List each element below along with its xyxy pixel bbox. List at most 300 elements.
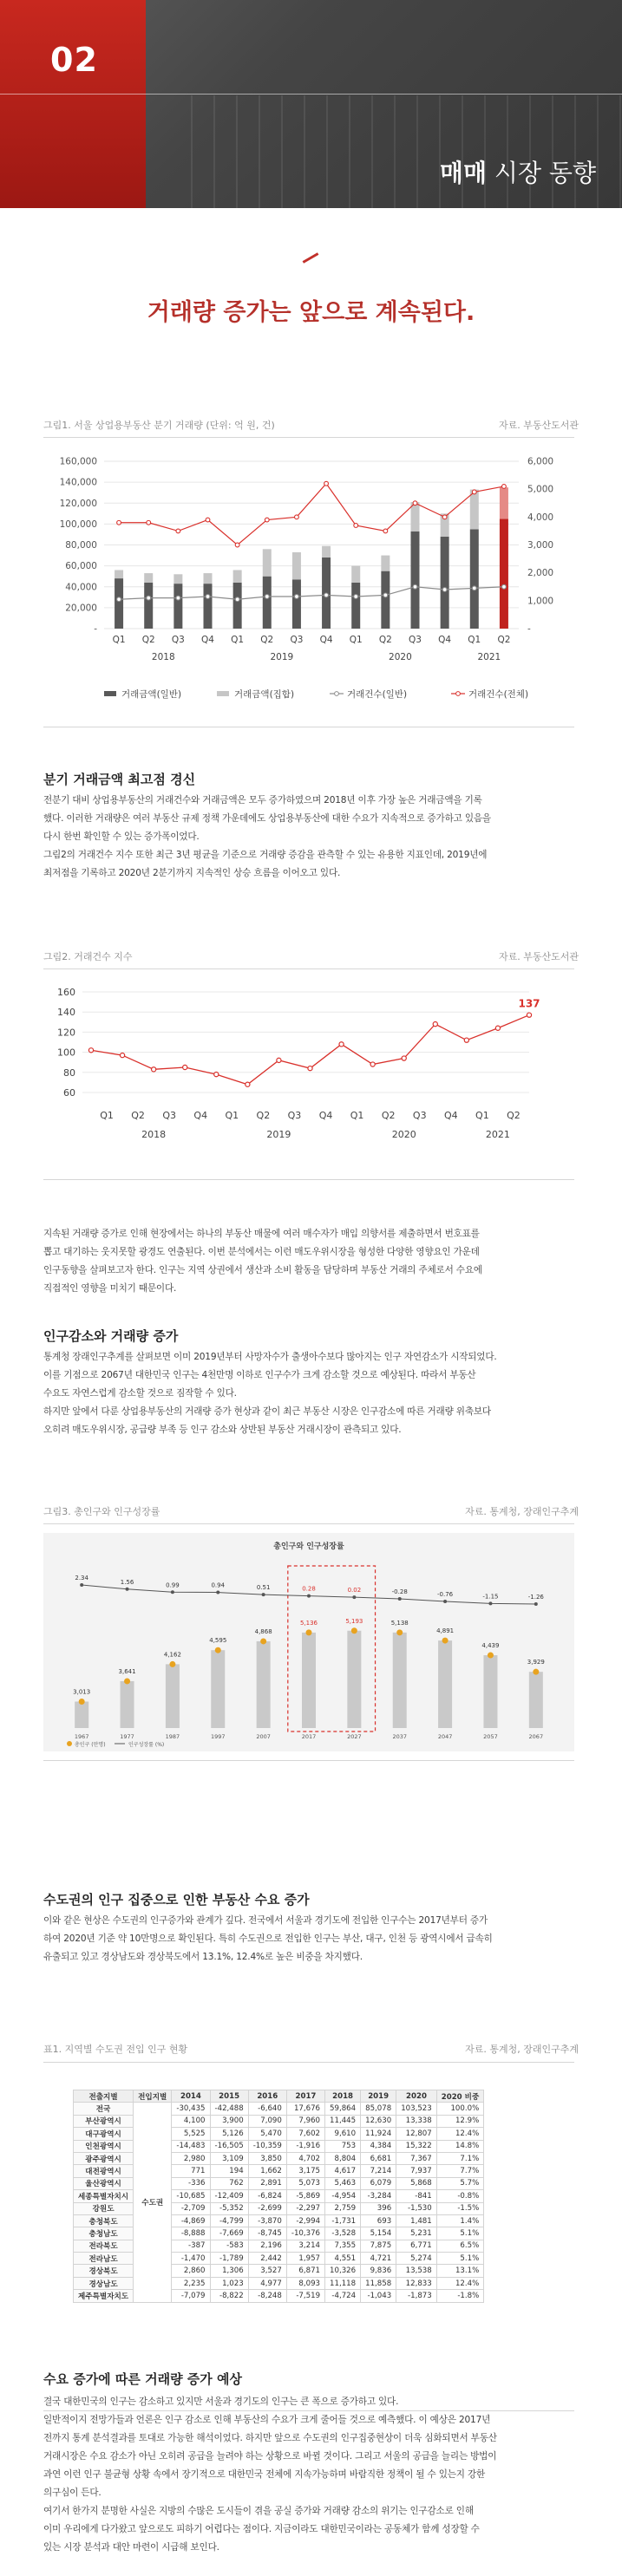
sec3-line: 오히려 매도우위시장, 공급량 부족 등 인구 감소와 상반된 부동산 거래시장이 관측되고 있다.: [43, 1425, 402, 1435]
table-value-cell: 3,175: [286, 2165, 324, 2177]
fig1-x-tick: Q2: [260, 635, 274, 645]
fig3-bar-label: 5,193: [345, 1617, 363, 1625]
fig3-bar-label: 3,641: [118, 1667, 136, 1675]
fig1-bar-general: [174, 584, 182, 629]
fig3-x-tick: 2007: [256, 1733, 271, 1740]
fig1-y-right-tick: 5,000: [527, 484, 554, 495]
table-value-cell: 4,721: [361, 2253, 396, 2265]
fig3-growth-label: 0.51: [256, 1584, 271, 1592]
table-value-cell: -583: [210, 2240, 248, 2252]
fig3-growth-label: 0.94: [211, 1581, 226, 1589]
table-value-cell: -3,284: [361, 2190, 396, 2202]
table-region-cell: 부산광역시: [74, 2115, 134, 2127]
table-value-cell: -2,297: [286, 2202, 324, 2214]
fig3-bar-cap: [260, 1638, 266, 1644]
fig1-year-label: 2021: [477, 652, 501, 662]
table-value-cell: 5,525: [172, 2128, 210, 2140]
fig1-chart: [43, 442, 574, 718]
fig3-bar: [211, 1650, 225, 1728]
table-value-cell: 2,860: [172, 2265, 210, 2277]
fig3-caption: 그림3. 총인구와 인구성장률: [43, 1506, 160, 1517]
fig1-y-left-tick: 60,000: [65, 561, 97, 572]
fig2-y-tick: 80: [63, 1066, 75, 1079]
fig2-y-tick: 160: [57, 987, 75, 998]
table-value-cell: -30,435: [172, 2103, 210, 2115]
fig1-point-total: [176, 529, 180, 533]
table-value-cell: -841: [396, 2190, 437, 2202]
table-value-cell: 14.8%: [436, 2140, 484, 2152]
sec1-line: 전분기 대비 상업용부동산의 거래건수와 거래금액은 모두 증가하였으며 2018년 이후 가장 높은 거래금액을 기록: [43, 795, 482, 805]
sec3-line: 이를 기점으로 2067년 대한민국 인구는 4천만명 이하로 인구수가 크게 감소할 것으로 예상된다. 따라서 부동산: [43, 1370, 476, 1380]
fig3-bar-cap: [169, 1661, 175, 1667]
table-header-cell: 2017: [286, 2090, 324, 2103]
fig1-point-general: [472, 586, 476, 590]
fig3-bar-cap: [533, 1669, 539, 1675]
fig2-point: [308, 1066, 312, 1071]
fig2-point: [214, 1073, 219, 1077]
fig1-bar-collective: [500, 487, 508, 518]
fig3-bar: [257, 1641, 271, 1728]
fig1-point-general: [295, 595, 299, 599]
fig3-growth-point: [534, 1602, 538, 1606]
fig3-growth-label: -1.26: [527, 1594, 544, 1601]
table-row: [74, 2103, 484, 2115]
table-value-cell: 11,445: [325, 2115, 361, 2127]
fig1-year-label: 2019: [270, 652, 294, 662]
tbl1-top-rule: [43, 2062, 574, 2063]
fig1-bar-general: [233, 583, 242, 629]
sec5-line: 의구심이 든다.: [43, 2488, 101, 2498]
fig1-point-total: [383, 529, 388, 533]
fig3-bar-label: 3,929: [527, 1659, 545, 1666]
table-value-cell: 7,090: [248, 2115, 286, 2127]
fig1-x-tick: Q4: [438, 635, 452, 645]
table-value-cell: 7,355: [325, 2240, 361, 2252]
table-value-cell: -7,669: [210, 2227, 248, 2240]
fig2-point: [183, 1065, 187, 1069]
fig1-y-left-tick: 100,000: [59, 518, 97, 530]
fig2-x-tick: Q2: [507, 1110, 521, 1121]
fig2-point: [433, 1022, 437, 1027]
table-value-cell: 5,274: [396, 2253, 437, 2265]
fig3-growth-label: 0.28: [302, 1585, 316, 1593]
fig3-growth-point: [262, 1593, 265, 1596]
table-value-cell: -10,359: [248, 2140, 286, 2152]
fig3-bar-cap: [396, 1629, 403, 1635]
fig1-legend-label: 거래금액(집합): [234, 689, 295, 700]
fig2-y-tick: 100: [57, 1047, 75, 1059]
fig3-bar-cap: [351, 1627, 357, 1634]
table-value-cell: -2,699: [248, 2202, 286, 2214]
table-value-cell: 7,367: [396, 2152, 437, 2164]
table-value-cell: 4,100: [172, 2115, 210, 2127]
hero-banner: [0, 0, 622, 208]
fig1-source: 자료. 부동산도서관: [498, 420, 579, 431]
fig3-bar-label: 4,868: [254, 1627, 272, 1635]
fig3-bar-label: 4,439: [481, 1642, 500, 1650]
table-value-cell: -5,352: [210, 2202, 248, 2214]
table-value-cell: -336: [172, 2177, 210, 2189]
fig1-point-general: [383, 593, 388, 597]
table-value-cell: -0.8%: [436, 2190, 484, 2202]
fig2-x-tick: Q4: [443, 1110, 458, 1121]
table-value-cell: -6,640: [248, 2103, 286, 2115]
fig1-legend-swatch: [217, 691, 229, 696]
sec5-paragraph: [43, 2393, 590, 2557]
sec5-line: 결국 대한민국의 인구는 감소하고 있지만 서울과 경기도의 인구는 큰 폭으로 증가하고 있다.: [43, 2397, 399, 2407]
fig2-point: [370, 1062, 375, 1066]
fig1-y-right-tick: 6,000: [527, 456, 554, 467]
table-value-cell: 12.4%: [436, 2128, 484, 2140]
table-value-cell: 5,868: [396, 2177, 437, 2189]
fig1-legend-marker: [456, 692, 461, 696]
table-region-cell: 광주광역시: [74, 2152, 134, 2164]
fig3-growth-label: 0.02: [347, 1587, 362, 1595]
table-value-cell: 11,858: [361, 2277, 396, 2289]
table-value-cell: 17,676: [286, 2103, 324, 2115]
fig1-bar-general: [441, 537, 449, 629]
page-headline: 거래량 증가는 앞으로 계속된다.: [147, 299, 475, 326]
fig3-growth-point: [307, 1595, 311, 1598]
table-value-cell: 11,924: [361, 2128, 396, 2140]
fig3-legend-rate: 인구성장률 (%): [128, 1742, 165, 1748]
hero-texture: [191, 95, 622, 208]
table-value-cell: 5,463: [325, 2177, 361, 2189]
table-value-cell: 2,980: [172, 2152, 210, 2164]
table-header-cell: 2019: [361, 2090, 396, 2103]
sec5-line: 과연 이런 인구 불균형 상황 속에서 장기적으로 대한민국 전체에 지속가능하며 바람직한 정책이 될 수 있는지 강한: [43, 2469, 486, 2480]
table-value-cell: 3,850: [248, 2152, 286, 2164]
fig2-point: [88, 1048, 93, 1053]
fig3-growth-label: -1.15: [482, 1593, 499, 1601]
fig1-y-left-tick: -: [94, 623, 97, 635]
fig2-year-label: 2021: [485, 1129, 510, 1140]
table-value-cell: 4,384: [361, 2140, 396, 2152]
table-value-cell: 2,442: [248, 2253, 286, 2265]
table-value-cell: 4,617: [325, 2165, 361, 2177]
fig1-bar-collective: [381, 556, 390, 571]
fig1-point-general: [235, 597, 239, 602]
fig1-point-total: [502, 485, 507, 489]
fig2-x-tick: Q1: [100, 1110, 114, 1121]
table-value-cell: 10,326: [325, 2265, 361, 2277]
fig2-y-tick: 120: [57, 1027, 75, 1039]
fig1-year-label: 2018: [151, 652, 175, 662]
table-value-cell: -4,869: [172, 2214, 210, 2227]
fig1-y-right-tick: 2,000: [527, 568, 554, 579]
sec3-line: 수요도 자연스럽게 감소할 것으로 짐작할 수 있다.: [43, 1388, 237, 1399]
fig3-x-tick: 2057: [483, 1733, 498, 1740]
fig1-y-left-tick: 80,000: [65, 540, 97, 551]
sec5-line: 있는 시장 분석과 대안 마련이 시급해 보인다.: [43, 2542, 219, 2553]
fig3-growth-point: [171, 1590, 174, 1594]
fig3-growth-label: 1.56: [120, 1578, 134, 1586]
fig1-bar-general: [263, 577, 272, 629]
table-value-cell: 59,864: [325, 2103, 361, 2115]
fig1-legend-label: 거래금액(일반): [121, 689, 182, 700]
fig1-bar-collective: [174, 574, 182, 584]
table-region-cell: 경상북도: [74, 2265, 134, 2277]
sec5-line: 전까지 통계 분석결과를 토대로 가능한 해석이었다. 하지만 앞으로 수도권의 인구집중현상이 더욱 심화되면서 부동산: [43, 2433, 497, 2443]
table-value-cell: -1,789: [210, 2253, 248, 2265]
fig1-point-total: [147, 520, 151, 525]
table-value-cell: -3,528: [325, 2227, 361, 2240]
fig2-x-tick: Q2: [131, 1110, 145, 1121]
table-value-cell: 5.1%: [436, 2227, 484, 2240]
fig1-x-tick: Q1: [112, 635, 126, 645]
table-region-cell: 울산광역시: [74, 2177, 134, 2189]
table-value-cell: -14,483: [172, 2140, 210, 2152]
table-header-cell: 2014: [172, 2090, 210, 2103]
sec3-line: 통계청 장래인구추계를 살펴보면 이미 2019년부터 사망자수가 출생아수보다 많아지는 인구 자연감소가 시작되었다.: [43, 1352, 497, 1362]
fig1-bar-general: [144, 583, 153, 629]
table-value-cell: 4,702: [286, 2152, 324, 2164]
table-value-cell: -4,724: [325, 2290, 361, 2302]
fig2-year-label: 2019: [266, 1129, 291, 1140]
table-value-cell: -8,248: [248, 2290, 286, 2302]
fig3-bar: [75, 1702, 88, 1728]
fig1-x-tick: Q3: [171, 635, 185, 645]
fig1-legend-label: 거래건수(일반): [347, 689, 408, 700]
table-value-cell: 1,957: [286, 2253, 324, 2265]
sec2-line: 인구동향을 살펴보고자 한다. 인구는 지역 상권에서 생산과 소비 활동을 담당하며 부동산 거래의 주체로서 수요에: [43, 1265, 482, 1275]
table-value-cell: 771: [172, 2165, 210, 2177]
table-header-cell: 2016: [248, 2090, 286, 2103]
sec3-title: 인구감소와 거래량 증가: [43, 1328, 179, 1344]
fig3-bar: [529, 1672, 543, 1728]
table-value-cell: 3,527: [248, 2265, 286, 2277]
table-value-cell: 13,538: [396, 2265, 437, 2277]
fig3-x-tick: 2027: [347, 1733, 362, 1740]
table-value-cell: 6.5%: [436, 2240, 484, 2252]
table-value-cell: 693: [361, 2214, 396, 2227]
hero-red-block: [0, 0, 146, 208]
fig3-bar-label: 5,138: [390, 1619, 409, 1627]
table-value-cell: -7,519: [286, 2290, 324, 2302]
fig1-point-total: [206, 518, 210, 522]
fig1-bar-collective: [263, 549, 272, 576]
table-value-cell: 1.4%: [436, 2214, 484, 2227]
fig3-growth-point: [443, 1600, 447, 1603]
table-value-cell: -1,731: [325, 2214, 361, 2227]
fig2-point: [277, 1058, 281, 1062]
table-value-cell: -1,470: [172, 2253, 210, 2265]
table-region-cell: 충청북도: [74, 2214, 134, 2227]
fig3-title: 총인구와 인구성장률: [273, 1542, 344, 1551]
fig1-point-total: [472, 490, 476, 494]
headline-accent: [303, 252, 319, 264]
table-value-cell: 13.1%: [436, 2265, 484, 2277]
fig3-bar-cap: [306, 1629, 312, 1635]
fig1-point-total: [442, 515, 447, 519]
fig1-x-tick: Q1: [468, 635, 481, 645]
table-value-cell: -4,954: [325, 2190, 361, 2202]
sec4-line: 하여 2020년 기준 약 10만명으로 확인된다. 특히 수도권으로 전입한 인구는 부산, 대구, 인천 등 광역시에서 급속히: [43, 1934, 493, 1944]
fig2-point: [464, 1038, 468, 1042]
fig1-point-general: [442, 588, 447, 592]
fig1-bar-collective: [115, 570, 123, 578]
table-value-cell: -1.8%: [436, 2290, 484, 2302]
table-value-cell: 12.9%: [436, 2115, 484, 2127]
fig1-bar-general: [351, 583, 360, 629]
fig2-source: 자료. 부동산도서관: [498, 951, 579, 962]
fig2-point: [527, 1013, 531, 1017]
fig2-bottom-rule: [43, 1179, 574, 1180]
fig3-growth-point: [398, 1597, 402, 1601]
table-value-cell: 753: [325, 2140, 361, 2152]
fig1-y-left-tick: 120,000: [59, 498, 97, 509]
fig2-y-tick: 60: [63, 1087, 75, 1099]
table-value-cell: -8,822: [210, 2290, 248, 2302]
fig3-bar-label: 4,595: [209, 1637, 227, 1645]
fig1-point-general: [206, 595, 210, 599]
fig2-x-tick: Q4: [318, 1110, 333, 1121]
fig2-x-tick: Q1: [225, 1110, 239, 1121]
sec2-line: 뽑고 대기하는 웃지못할 광경도 연출된다. 이번 분석에서는 이런 매도우위시장을 형성한 다양한 영향요인 가운데: [43, 1247, 480, 1257]
fig3-growth-point: [216, 1591, 219, 1595]
fig3-bar-cap: [124, 1678, 130, 1684]
fig1-point-total: [295, 515, 299, 519]
tbl1-caption: 표1. 지역별 수도권 전입 인구 현황: [43, 2044, 188, 2055]
sec3-paragraph: [43, 1348, 581, 1439]
fig1-point-general: [354, 595, 358, 599]
table-value-cell: 2,235: [172, 2277, 210, 2289]
table-value-cell: 1,023: [210, 2277, 248, 2289]
fig3-legend-pop-marker: [67, 1741, 72, 1746]
sec4-line: 유출되고 있고 경상남도와 경상북도에서 13.1%, 12.4%로 높은 비중을 차지했다.: [43, 1952, 363, 1962]
sec1-line: 했다. 이러한 거래량은 여러 부동산 규제 정책 가운데에도 상업용부동산에 대한 수요가 지속적으로 증가하고 있음을: [43, 813, 491, 824]
sec4-title: 수도권의 인구 집중으로 인한 부동산 수요 증가: [43, 1892, 310, 1908]
fig1-x-tick: Q3: [409, 635, 422, 645]
fig2-x-tick: Q3: [162, 1110, 177, 1121]
table-region-cell: 제주특별자치도: [74, 2290, 134, 2302]
table-value-cell: 2,759: [325, 2202, 361, 2214]
fig3-bar: [347, 1631, 361, 1728]
table-value-cell: -387: [172, 2240, 210, 2252]
fig3-source: 자료. 통계청, 장래인구추계: [465, 1506, 579, 1517]
sec4-line: 이와 같은 현상은 수도권의 인구증가와 관계가 깊다. 전국에서 서울과 경기도에 전입한 인구수는 2017년부터 증가: [43, 1915, 488, 1926]
table-value-cell: -10,376: [286, 2227, 324, 2240]
table-value-cell: -6,824: [248, 2190, 286, 2202]
fig3-x-tick: 2047: [437, 1733, 453, 1740]
sec1-line: 그림2의 거래건수 지수 또한 최근 3년 평균을 기준으로 거래량 증감을 관측할 수 있는 유용한 지표인데, 2019년에: [43, 850, 488, 860]
table-value-cell: 5.7%: [436, 2177, 484, 2189]
fig2-point: [152, 1067, 156, 1072]
table-value-cell: 3,214: [286, 2240, 324, 2252]
fig2-year-label: 2018: [141, 1129, 167, 1140]
fig3-growth-label: 2.34: [75, 1575, 88, 1581]
fig1-year-label: 2020: [389, 652, 412, 662]
fig1-point-total: [265, 518, 269, 522]
table-value-cell: 396: [361, 2202, 396, 2214]
fig1-bar-collective: [292, 552, 301, 579]
table-value-cell: 5,073: [286, 2177, 324, 2189]
fig2-x-tick: Q2: [256, 1110, 271, 1121]
fig3-bar-label: 5,136: [299, 1619, 318, 1627]
table-region-cell: 대구광역시: [74, 2128, 134, 2140]
fig2-point: [402, 1056, 406, 1060]
table-value-cell: 5.1%: [436, 2253, 484, 2265]
table-value-cell: -5,869: [286, 2190, 324, 2202]
fig1-bar-general: [115, 578, 123, 629]
fig3-legend-pop: 총인구 (만명): [75, 1742, 106, 1748]
sec2-paragraph: [43, 1225, 581, 1298]
table-value-cell: -42,488: [210, 2103, 248, 2115]
table-value-cell: 9,836: [361, 2265, 396, 2277]
table-header-cell: 2020 비중: [436, 2090, 484, 2103]
fig3-bar-cap: [79, 1699, 85, 1705]
table-value-cell: -1,873: [396, 2290, 437, 2302]
fig3-x-tick: 2037: [392, 1733, 408, 1740]
table-header-cell: 2018: [325, 2090, 361, 2103]
fig1-caption: 그림1. 서울 상업용부동산 분기 거래량 (단위: 억 원, 건): [43, 420, 275, 431]
fig3-growth-label: -0.76: [437, 1590, 454, 1598]
table-value-cell: -4,799: [210, 2214, 248, 2227]
fig3-x-tick: 1997: [210, 1733, 226, 1740]
fig3-growth-point: [80, 1583, 83, 1587]
table-value-cell: 7,214: [361, 2165, 396, 2177]
table-value-cell: 15,322: [396, 2140, 437, 2152]
fig3-bar-cap: [442, 1638, 448, 1644]
table-value-cell: 6,681: [361, 2152, 396, 2164]
table-value-cell: 7.7%: [436, 2165, 484, 2177]
fig1-point-general: [413, 584, 417, 589]
fig1-legend-marker: [335, 692, 339, 696]
table-value-cell: 2,891: [248, 2177, 286, 2189]
fig1-bar-collective: [322, 546, 331, 558]
fig2-top-rule: [43, 968, 574, 969]
sec3-line: 하지만 앞에서 다룬 상업용부동산의 거래량 증가 현상과 같이 최근 부동산 시장은 인구감소에 따른 거래량 위축보다: [43, 1406, 491, 1417]
table-value-cell: -10,685: [172, 2190, 210, 2202]
hero-title-bold: 매매: [439, 159, 487, 187]
table-header-cell: 2020: [396, 2090, 437, 2103]
fig3-bottom-rule: [43, 1760, 574, 1761]
fig1-point-total: [324, 481, 329, 486]
section-number: 02: [50, 41, 98, 79]
fig1-legend-swatch: [104, 691, 116, 696]
table-value-cell: 7,875: [361, 2240, 396, 2252]
sec1-title: 분기 거래금액 최고점 경신: [43, 772, 196, 787]
fig3-bar: [393, 1633, 407, 1728]
sec5-line: 일반적이지 전망가들과 언론은 인구 감소로 인해 부동산의 수요가 크게 줄어들 것으로 예측했다. 이 예상은 2017년: [43, 2415, 491, 2425]
table-value-cell: -2,994: [286, 2214, 324, 2227]
table-header-cell: 전출지별: [74, 2090, 134, 2103]
fig1-bar-collective: [204, 573, 213, 584]
sec5-line: 이미 우리에게 다가왔고 앞으로도 피하기 어렵다는 점이다. 지금이라도 대한민국이라는 공동체가 함께 성장할 수: [43, 2524, 480, 2534]
table-value-cell: 762: [210, 2177, 248, 2189]
table-value-cell: 8,804: [325, 2152, 361, 2164]
table-value-cell: 7,937: [396, 2165, 437, 2177]
fig2-chart: [43, 980, 574, 1171]
fig1-point-general: [502, 584, 507, 589]
table-value-cell: 5,154: [361, 2227, 396, 2240]
table-header-row: [74, 2090, 484, 2103]
fig3-growth-label: 0.99: [166, 1581, 180, 1589]
sec1-line: 다시 한번 확인할 수 있는 증가폭이었다.: [43, 831, 200, 842]
fig1-bar-general: [500, 518, 508, 629]
table-value-cell: -2,709: [172, 2202, 210, 2214]
fig3-bar: [121, 1681, 134, 1728]
fig2-line: [91, 1015, 529, 1085]
fig1-bar-general: [381, 571, 390, 629]
table-region-cell: 세종특별자치시: [74, 2190, 134, 2202]
fig1-point-total: [117, 520, 121, 525]
fig3-growth-label: -0.28: [391, 1588, 408, 1596]
fig1-bar-collective: [233, 570, 242, 582]
fig1-y-left-tick: 160,000: [59, 456, 97, 467]
fig1-bar-general: [292, 579, 301, 629]
fig3-bar-label: 3,013: [73, 1688, 91, 1696]
